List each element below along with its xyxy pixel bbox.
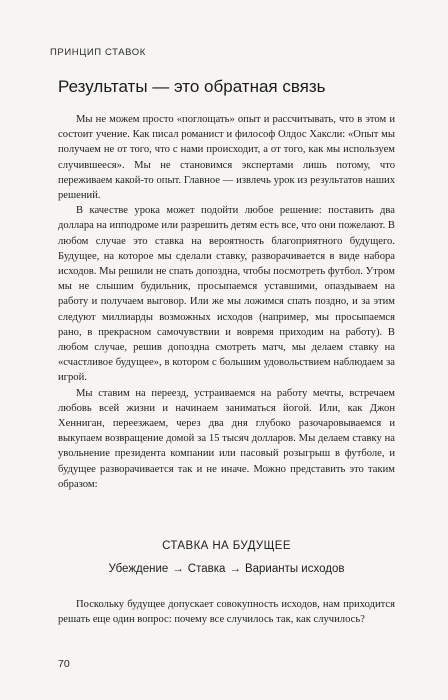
paragraph-3: Мы ставим на переезд, устраиваемся на работу мечты, встречаем любовь всей жизни и начинаем заниматься йогой. Или, как Джон Хенниган, переезжаем, через два дня глубоко разочаровываемся и выкупаем возвращение домой за 15 тысяч долларов. Мы делаем ставку на увольнение президента компании или пасовый розыгрыш в футболе, и будущее разворачивается так и не иначе. Можно представить это таким образом: — [58, 387, 395, 490]
body-text — [58, 112, 395, 492]
running-head: ПРИНЦИП СТАВОК — [50, 47, 146, 58]
scheme-item-belief: Убеждение — [108, 563, 169, 575]
arrow-right-icon: → — [172, 563, 184, 575]
page-number: 70 — [58, 658, 70, 670]
paragraph-2: В качестве урока может подойти любое решение: поставить два доллара на ипподроме или разрешить детям есть все, что они пожелают. В любом случае это ставка на вероятность благоприятного будущего. Будущее, на которое мы сделали ставку, разворачивается в виде набора исходов. Мы решили не спать допоздна, чтобы посмотреть футбол. Утром мы не слышим будильник, просыпаемся уставшими, опаздываем на работу и получаем выговор. Или же мы ложимся спать поздно, и за этим следуют миллиарды возможных исходов (например, мы просыпаемся рано, в прекрасном самочувствии и вовремя приходим на работу). В любом случае, решив допоздна смотреть матч, мы делаем ставку на «счастливое будущее», в котором с большим удовольствием наблюдаем за игрой. — [58, 205, 395, 384]
paragraph-1: Мы не можем просто «поглощать» опыт и рассчитывать, что в этом и состоит учение. Как писал романист и философ Олдос Хаксли: «Опыт мы получаем не от того, что с нами происходит, а от того, как мы используем случившееся». Мы не становимся экспертами лишь потому, что переживаем какой-то опыт. Главное — извлечь урок из результатов наших решений. — [58, 114, 395, 202]
arrow-right-icon: → — [229, 563, 241, 575]
scheme-flow — [58, 563, 395, 575]
scheme-item-outcomes: Варианты исходов — [244, 563, 345, 575]
paragraph-4: Поскольку будущее допускает совокупность исходов, нам приходится решать еще один вопрос: почему все случилось так, как случилось? — [58, 599, 395, 626]
scheme-title: СТАВКА НА БУДУЩЕЕ — [162, 540, 291, 552]
scheme-item-bet: Ставка — [187, 563, 226, 575]
section-heading: Результаты — это обратная связь — [58, 77, 326, 96]
closing-text — [58, 597, 395, 627]
